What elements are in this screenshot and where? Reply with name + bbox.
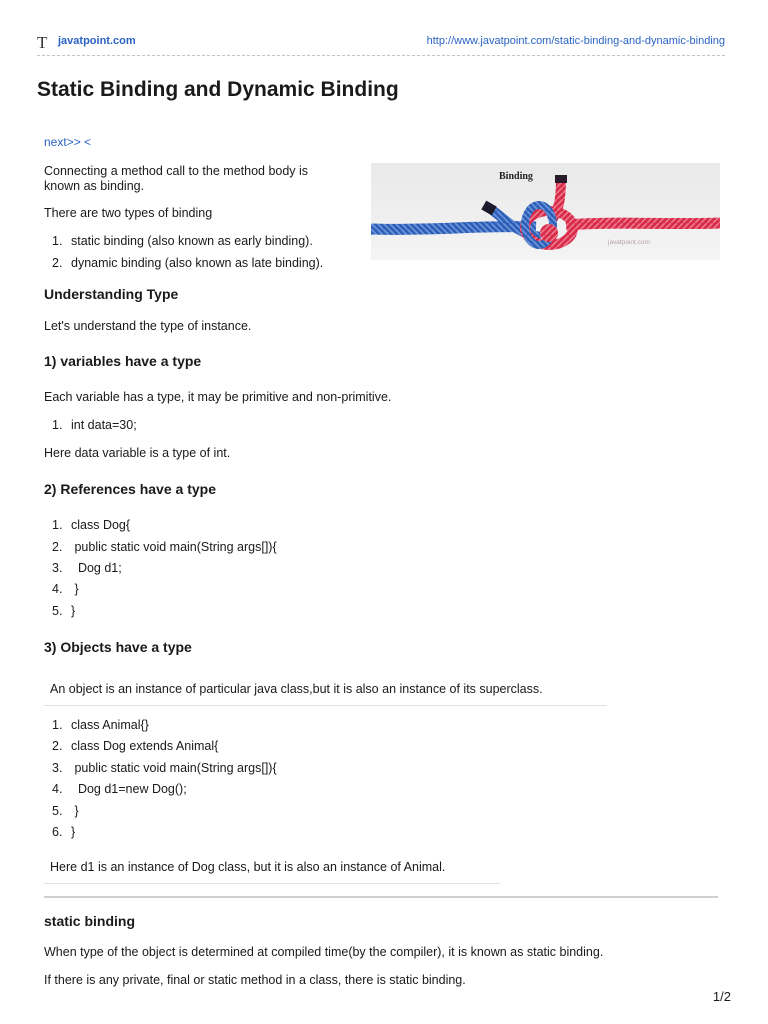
code-line: 4. Dog d1=new Dog();	[52, 782, 187, 796]
header-divider	[37, 55, 725, 56]
code-line: 5. }	[52, 804, 79, 818]
objects-note: An object is an instance of particular java class,but it is also an instance of its superclass.	[44, 682, 607, 706]
site-logo-icon: T	[37, 33, 48, 52]
types-intro-text: There are two types of binding	[44, 206, 213, 220]
static-binding-text-1: When type of the object is determined at compiled time(by the compiler), it is known as static binding.	[44, 945, 604, 959]
static-binding-heading: static binding	[44, 913, 135, 929]
variables-after-text: Here data variable is a type of int.	[44, 446, 231, 460]
code-line: 3. public static void main(String args[]){	[52, 761, 277, 775]
next-link[interactable]: next>> <	[44, 135, 92, 149]
section-divider	[44, 896, 718, 898]
page-number: 1/2	[712, 989, 731, 1004]
code-line: 1. class Animal{}	[52, 718, 149, 732]
references-heading: 2) References have a type	[44, 481, 216, 497]
static-binding-text-2: If there is any private, final or static method in a class, there is static binding.	[44, 973, 466, 987]
intro-text-line-2: known as binding.	[44, 179, 145, 193]
binding-knot-image	[371, 163, 720, 260]
knot-illustration	[371, 163, 720, 260]
code-line: 4. }	[52, 582, 79, 596]
understanding-heading: Understanding Type	[44, 286, 179, 302]
page-title: Static Binding and Dynamic Binding	[37, 78, 399, 101]
site-name-link[interactable]: javatpoint.com	[58, 35, 136, 47]
code-line: 1. int data=30;	[52, 418, 137, 432]
code-line: 6. }	[52, 825, 76, 839]
code-line: 2. public static void main(String args[]){	[52, 540, 277, 554]
objects-heading: 3) Objects have a type	[44, 639, 192, 655]
variables-text: Each variable has a type, it may be primitive and non-primitive.	[44, 390, 392, 404]
image-title: Binding	[499, 171, 533, 182]
code-line: 3. Dog d1;	[52, 561, 122, 575]
variables-heading: 1) variables have a type	[44, 353, 202, 369]
code-line: 5. }	[52, 604, 76, 618]
list-item: 1. static binding (also known as early binding).	[52, 234, 313, 248]
understanding-text: Let's understand the type of instance.	[44, 319, 252, 333]
code-line: 2. class Dog extends Animal{	[52, 739, 219, 753]
intro-text-line-1: Connecting a method call to the method body is	[44, 164, 309, 178]
objects-note-2: Here d1 is an instance of Dog class, but it is also an instance of Animal.	[44, 860, 500, 884]
page-url-link[interactable]: http://www.javatpoint.com/static-binding-and-dynamic-binding	[426, 35, 725, 47]
list-item: 2. dynamic binding (also known as late binding).	[52, 256, 324, 270]
code-line: 1. class Dog{	[52, 518, 131, 532]
image-watermark: javatpoint.com	[608, 239, 650, 246]
